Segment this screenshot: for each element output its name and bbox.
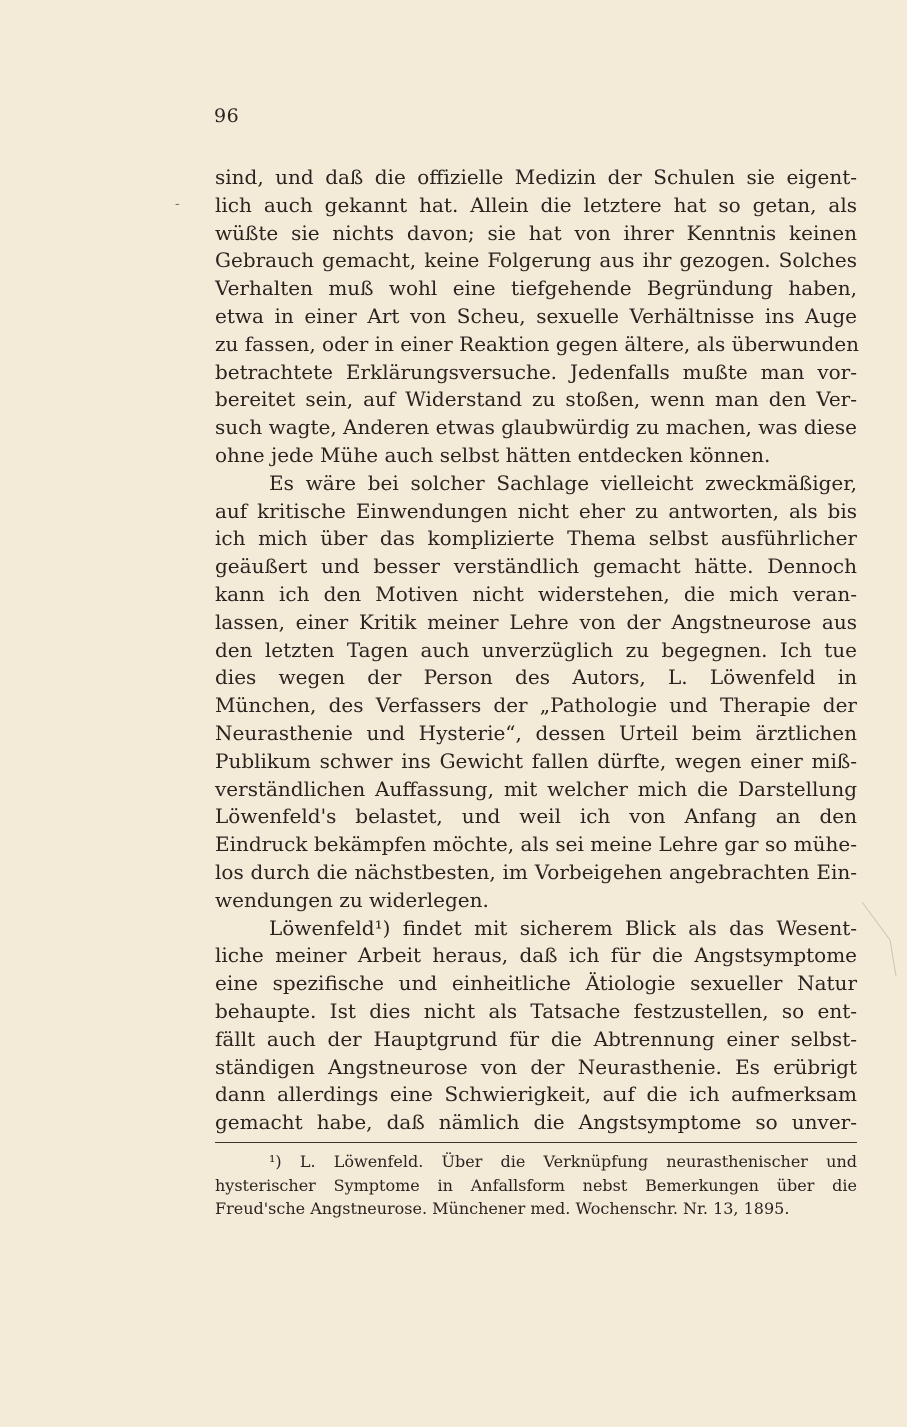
text-line: gemacht habe, daß nämlich die Angstsymptome so unver- — [215, 1110, 857, 1135]
text-line: kann ich den Motiven nicht widerstehen, die mich veran- — [215, 581, 857, 606]
text-line: etwa in einer Art von Scheu, sexuelle Verhältnisse ins Auge — [215, 303, 857, 328]
footnote-rule — [215, 1142, 857, 1143]
text-line: Neurasthenie und Hysterie“, dessen Urteil beim ärztlichen — [215, 720, 857, 745]
text-line: liche meiner Arbeit heraus, daß ich für die Angstsymptome — [215, 943, 857, 968]
body-text — [215, 164, 860, 1137]
text-line: such wagte, Anderen etwas glaubwürdig zu machen, was diese — [215, 415, 857, 440]
text-line: lassen, einer Kritik meiner Lehre von der Angstneurose aus — [215, 609, 857, 634]
footnote — [215, 1150, 857, 1221]
text-line: wüßte sie nichts davon; sie hat von ihrer Kenntnis keinen — [215, 220, 857, 245]
text-line: Löwenfeld¹) findet mit sicherem Blick als das Wesent- — [269, 915, 857, 940]
page-number: 96 — [214, 105, 240, 127]
text-line: verständlichen Auffassung, mit welcher mich die Darstellung — [215, 776, 857, 801]
text-line: München, des Verfassers der „Pathologie und Therapie der — [215, 693, 857, 718]
text-line: ständigen Angstneurose von der Neurasthenie. Es erübrigt — [215, 1054, 857, 1079]
text-line: zu fassen, oder in einer Reaktion gegen ältere, als überwunden — [215, 331, 860, 356]
text-line: geäußert und besser verständlich gemacht hätte. Dennoch — [215, 554, 857, 579]
text-line: Gebrauch gemacht, keine Folgerung aus ihr gezogen. Solches — [215, 248, 857, 273]
text-line: Löwenfeld's belastet, und weil ich von Anfang an den — [215, 804, 857, 829]
text-line: dies wegen der Person des Autors, L. Löwenfeld in — [215, 665, 857, 690]
text-line: Es wäre bei solcher Sachlage vielleicht zweckmäßiger, — [269, 470, 857, 495]
text-line: bereitet sein, auf Widerstand zu stoßen, wenn man den Ver- — [215, 387, 857, 412]
text-line: ohne jede Mühe auch selbst hätten entdecken können. — [215, 442, 771, 467]
text-line: fällt auch der Hauptgrund für die Abtrennung einer selbst- — [215, 1026, 857, 1051]
margin-pencil-stroke — [860, 900, 900, 980]
footnote-line: hysterischer Symptome in Anfallsform nebst Bemerkungen über die — [215, 1175, 857, 1195]
text-line: Publikum schwer ins Gewicht fallen dürfte, wegen einer miß- — [215, 748, 857, 773]
text-line: Eindruck bekämpfen möchte, als sei meine Lehre gar so mühe- — [215, 832, 857, 857]
text-line: behaupte. Ist dies nicht als Tatsache festzustellen, so ent- — [215, 998, 857, 1023]
text-line: Verhalten muß wohl eine tiefgehende Begründung haben, — [215, 276, 857, 301]
footnote-line: Freud'sche Angstneurose. Münchener med. Wochenschr. Nr. 13, 1895. — [215, 1199, 790, 1218]
text-line: sind, und daß die offizielle Medizin der Schulen sie eigent- — [215, 165, 857, 189]
text-line: lich auch gekannt hat. Allein die letztere hat so getan, als — [215, 192, 857, 217]
margin-mark: - — [175, 196, 180, 212]
text-line: eine spezifische und einheitliche Ätiologie sexueller Natur — [215, 971, 857, 996]
text-line: los durch die nächstbesten, im Vorbeigehen angebrachten Ein- — [215, 859, 857, 884]
text-line: wendungen zu widerlegen. — [215, 887, 489, 912]
text-line: den letzten Tagen auch unverzüglich zu begegnen. Ich tue — [215, 637, 857, 662]
text-line: auf kritische Einwendungen nicht eher zu antworten, als bis — [215, 498, 857, 523]
footnote-line: ¹) L. Löwenfeld. Über die Verknüpfung neurasthenischer und — [269, 1152, 857, 1171]
text-line: betrachtete Erklärungsversuche. Jedenfalls mußte man vor- — [215, 359, 857, 384]
text-line: ich mich über das komplizierte Thema selbst ausführlicher — [215, 526, 857, 551]
text-line: dann allerdings eine Schwierigkeit, auf die ich aufmerksam — [215, 1082, 857, 1107]
